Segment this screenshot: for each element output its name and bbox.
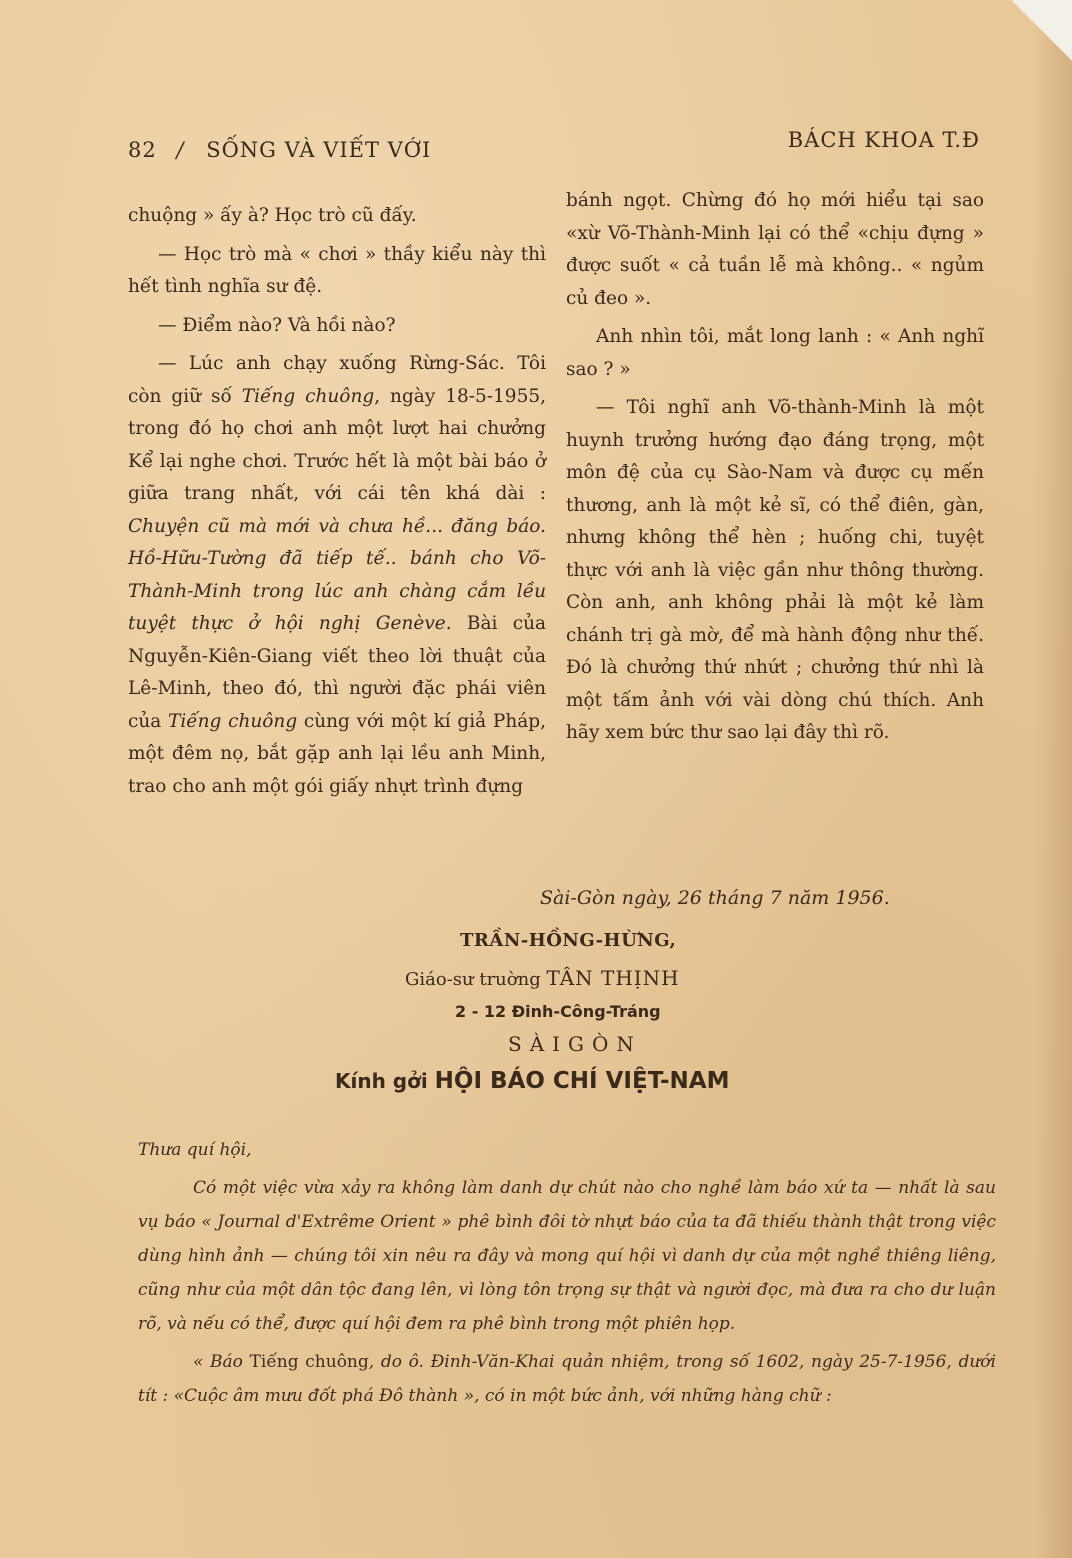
- paragraph: — Học trò mà « chơi » thầy kiểu này thì hết tình nghĩa sư đệ.: [128, 243, 546, 297]
- header-separator: /: [176, 138, 185, 162]
- signature-address: 2 - 12 Đinh-Công-Tráng: [455, 1002, 661, 1021]
- signature-name: TRẦN-HỒNG-HỪNG,: [460, 930, 677, 951]
- letter-paragraph: [138, 1345, 996, 1413]
- letter-paragraph: Có một việc vừa xảy ra không làm danh dự chút nào cho nghề làm báo xứ ta — nhất là sau vụ báo « Journal d'Extrême Orient » phê bình đôi tờ nhựt báo của ta đã thiếu thành thật trong việc dùng hình ảnh — chúng tôi xin nêu ra đây và mong quí hội vì danh dự của một nghề thiêng liêng, cũng như của một dân tộc đang lên, vì lòng tôn trọng sự thật và người đọc, mà đưa ra cho dư luận rõ, và nếu có thể, được quí hội đem ra phê bình trong một phiên họp.: [138, 1178, 996, 1334]
- right-column: [566, 185, 984, 756]
- text-run: , do ô. Đinh-Văn-Khai quản nhiệm, trong số 1602, ngày 25-7-1956, dưới tít : «Cuộc âm mưu đốt phá Đô thành », có in một bức ảnh, với những hàng chữ :: [138, 1352, 996, 1406]
- paragraph: — Điểm nào? Và hồi nào?: [158, 314, 396, 336]
- magazine-name: BÁCH KHOA T.Đ: [787, 128, 980, 152]
- italic-run: Chuyện cũ mà mới và chưa hề... đăng báo. Hồ-Hữu-Tường đã tiếp tế.. bánh cho Võ-Thành-Minh trong lúc anh chàng cắm lều tuyệt thực ở hội nghị Genève.: [128, 515, 546, 634]
- header-left: [128, 138, 431, 162]
- text-run: — Lúc anh chạy xuống Rừng-Sác. Tôi còn giữ số: [128, 353, 546, 407]
- left-column: [128, 200, 546, 809]
- text-run: cùng với một kí giả Pháp, một đêm nọ, bắt gặp anh lại lều anh Minh, trao cho anh một gói giấy nhựt trình đựng: [128, 710, 546, 797]
- paragraph: [128, 348, 546, 803]
- signature-title: [405, 966, 805, 990]
- addressee: [335, 1068, 855, 1094]
- paragraph: Anh nhìn tôi, mắt long lanh : « Anh nghĩ sao ? »: [566, 326, 984, 380]
- letter-salutation: Thưa quí hội,: [138, 1140, 252, 1160]
- school-name: TÂN THỊNH: [546, 966, 680, 990]
- newspaper-name: Tiếng chuông: [249, 1352, 369, 1372]
- page-number: 82: [128, 138, 157, 162]
- paragraph: — Tôi nghĩ anh Võ-thành-Minh là một huynh trưởng hướng đạo đáng trọng, một môn đệ của cụ Sào-Nam và được cụ mến thương, anh là một kẻ sĩ, có thể điên, gàn, nhưng không thể hèn ; huống chi, tuyệt thực với anh là việc gần như thông thường. Còn anh, anh không phải là một kẻ làm chánh trị gà mờ, để mà hành động như thế. Đó là chưởng thứ nhứt ; chưởng thứ nhì là một tấm ảnh với vài dòng chú thích. Anh hãy xem bức thư sao lại đây thì rõ.: [566, 397, 984, 743]
- text-run: , ngày 18-5-1955, trong đó họ chơi anh một lượt hai chưởng Kể lại nghe chơi. Trước hết là một bài báo ở giữa trang nhất, với cái tên khá dài :: [128, 385, 546, 504]
- letter-body: [138, 1133, 996, 1417]
- page-edge-shadow: [1032, 0, 1072, 1558]
- running-header: [128, 128, 980, 172]
- addressee-prefix: Kính gởi: [335, 1069, 435, 1093]
- text-run: Bài của Nguyễn-Kiên-Giang viết theo lời thuật của Lê-Minh, theo đó, thì người đặc phái viên của: [128, 613, 547, 732]
- torn-corner: [1012, 0, 1072, 90]
- title-prefix: Giáo-sư truờng: [405, 969, 547, 990]
- text-run: « Báo: [193, 1352, 250, 1372]
- addressee-org: HỘI BÁO CHÍ VIỆT-NAM: [434, 1068, 730, 1094]
- signature-date: Sài-Gòn ngày, 26 tháng 7 năm 1956.: [540, 887, 890, 909]
- paragraph: bánh ngọt. Chừng đó họ mới hiểu tại sao «xừ Võ-Thành-Minh lại có thể «chịu đựng » được suốt « cả tuần lễ mà không.. « ngủm củ đeo ».: [566, 190, 984, 309]
- section-title: SỐNG VÀ VIẾT VỚI: [206, 138, 432, 162]
- italic-run: Tiếng chuông: [168, 710, 298, 732]
- paragraph: chuộng » ấy à? Học trò cũ đấy.: [128, 205, 417, 226]
- italic-run: Tiếng chuông: [241, 385, 375, 407]
- signature-city: SÀIGÒN: [508, 1032, 642, 1056]
